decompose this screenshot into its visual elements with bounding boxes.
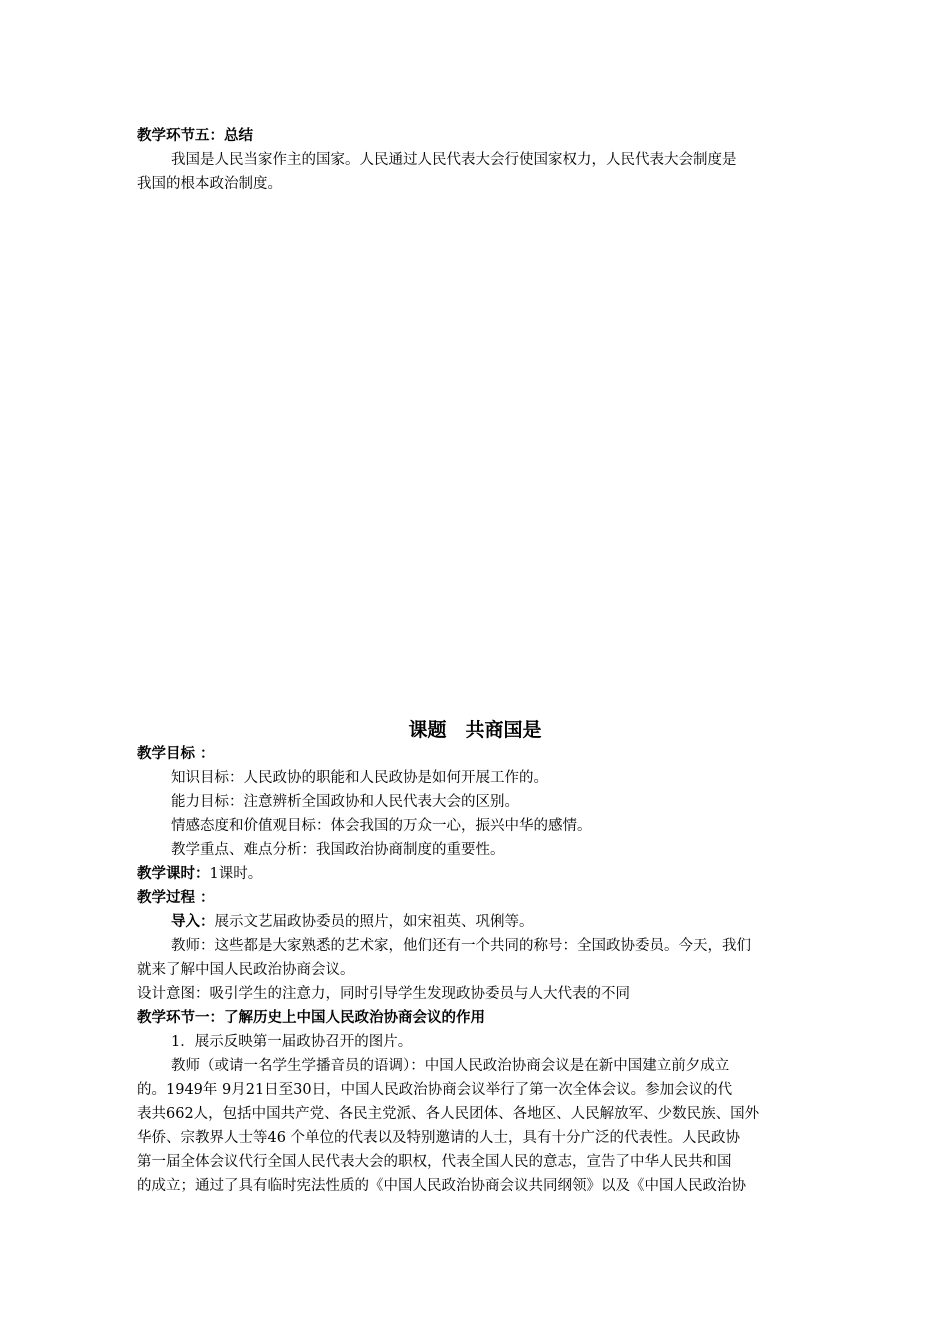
intro-label: 导入： xyxy=(171,914,215,930)
process-heading: 教学过程 ： xyxy=(137,890,215,906)
section5-line-2: 我国的根本政治制度。 xyxy=(137,176,282,192)
history-line-3: 表共662人，包括中国共产党、各民主党派、各人民团体、各地区、人民解放军、少数民族、国外 xyxy=(137,1106,760,1122)
goal-ability: 能力目标：注意辨析全国政协和人民代表大会的区别。 xyxy=(171,794,519,810)
history-line-1: 教师（或请一名学生学播音员的语调）：中国人民政治协商会议是在新中国建立前夕成立 xyxy=(171,1058,730,1074)
hours-line xyxy=(137,862,817,886)
intro-text: 展示文艺届政协委员的照片，如宋祖英、巩俐等。 xyxy=(214,914,534,930)
history-line-2: 的。1949年 9月21日至30日，中国人民政治协商会议举行了第一次全体会议。参加会议的代 xyxy=(137,1082,733,1098)
section5-heading: 教学环节五：总结 xyxy=(137,128,253,144)
lesson-body xyxy=(137,742,817,1198)
hours-label: 教学课时： xyxy=(137,866,210,882)
intro-line xyxy=(137,910,817,934)
teacher-line-2: 就来了解中国人民政治协商会议。 xyxy=(137,962,355,978)
goal-emotion: 情感态度和价值观目标：体会我国的万众一心，振兴中华的感情。 xyxy=(171,818,592,834)
goals-heading: 教学目标 ： xyxy=(137,746,215,762)
hours-value: 1课时。 xyxy=(209,866,263,882)
design-intent: 设计意图：吸引学生的注意力，同时引导学生发现政协委员与人大代表的不同 xyxy=(137,986,630,1002)
teacher-line-1: 教师：这些都是大家熟悉的艺术家，他们还有一个共同的称号：全国政协委员。今天，我们 xyxy=(171,938,751,954)
goal-focus: 教学重点、难点分析：我国政治协商制度的重要性。 xyxy=(171,842,505,858)
section1-heading: 教学环节一：了解历史上中国人民政治协商会议的作用 xyxy=(137,1010,485,1026)
lesson-title: 课题 共商国是 xyxy=(408,719,542,741)
history-line-6: 的成立；通过了具有临时宪法性质的《中国人民政治协商会议共同纲领》以及《中国人民政治协 xyxy=(137,1178,746,1194)
section5-line-1: 我国是人民当家作主的国家。人民通过人民代表大会行使国家权力，人民代表大会制度是 xyxy=(171,152,737,168)
step1-line: 1．展示反映第一届政协召开的图片。 xyxy=(171,1034,413,1050)
section5-block xyxy=(137,124,817,196)
history-line-4: 华侨、宗教界人士等46 个单位的代表以及特别邀请的人士，具有十分广泛的代表性。人民政协 xyxy=(137,1130,741,1146)
history-line-5: 第一届全体会议代行全国人民代表大会的职权，代表全国人民的意志，宣告了中华人民共和国 xyxy=(137,1154,732,1170)
goal-knowledge: 知识目标：人民政协的职能和人民政协是如何开展工作的。 xyxy=(171,770,548,786)
